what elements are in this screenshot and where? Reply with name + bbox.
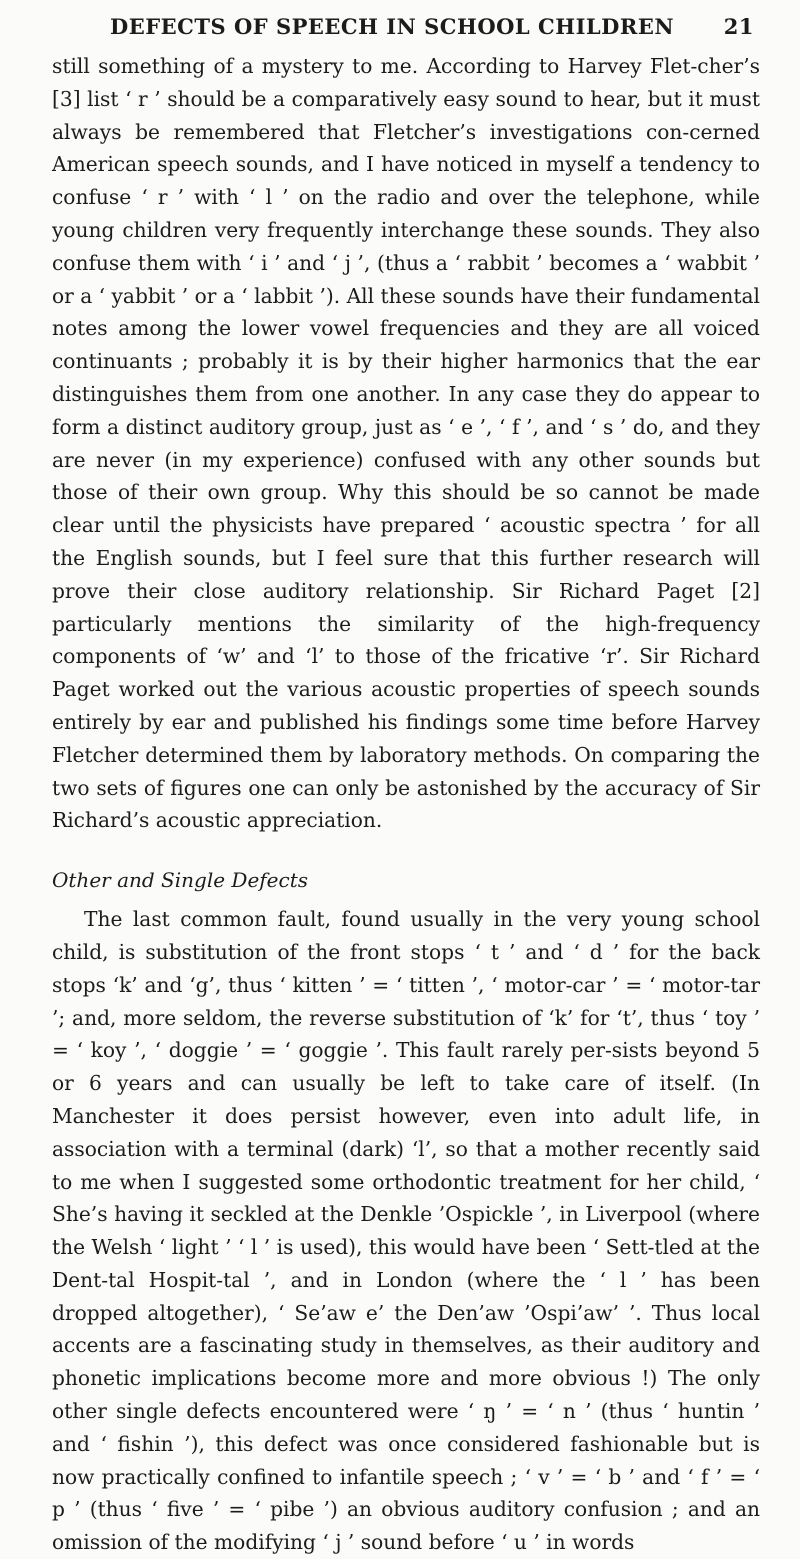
section-heading: Other and Single Defects — [52, 868, 309, 893]
body-paragraph-continued: still something of a mystery to me. According to Harvey Flet-cher’s [3] list ‘ r ’ should be a comparatively easy sound to hear, but it must always be remembered that Fletcher’s investigations con-cerned American speech sounds, and I have noticed in myself a tendency to confuse ‘ r ’ with ‘ l ’ on the radio and over the telephone, while young children very frequently interchange these sounds. They also confuse them with ‘ i ’ and ‘ j ’, (thus a ‘ rabbit ’ becomes a ‘ wabbit ’ or a ‘ yabbit ’ or a ‘ labbit ’). All these sounds have their fundamental notes among the lower vowel frequencies and they are all voiced continuants ; probably it is by their higher harmonics that the ear distinguishes them from one another. In any case they do appear to form a distinct auditory group, just as ‘ e ’, ‘ f ’, and ‘ s ’ do, and they are never (in my experience) confused with any other sounds but those of their own group. Why this should be so cannot be made clear until the physicists have prepared ‘ acoustic spectra ’ for all the English sounds, but I feel sure that this further research will prove their close auditory relationship. Sir Richard Paget [2] particularly mentions the similarity of the high-frequency components of ‘w’ and ‘l’ to those of the fricative ‘r’. Sir Richard Paget worked out the various acoustic properties of speech sounds entirely by ear and published his findings some time before Harvey Fletcher determined them by laboratory methods. On comparing the two sets of figures one can only be astonished by the accuracy of Sir Richard’s acoustic appreciation. — [52, 54, 761, 833]
page-number: 21 — [723, 14, 754, 39]
running-head-title: DEFECTS OF SPEECH IN SCHOOL CHILDREN — [110, 14, 675, 39]
running-head — [52, 14, 760, 50]
body-paragraph: The last common fault, found usually in the very young school child, is substitution of the front stops ‘ t ’ and ‘ d ’ for the back stops ‘k’ and ‘g’, thus ‘ kitten ’ = ‘ titten ’, ‘ motor-car ’ = ‘ motor-tar ’; and, more seldom, the reverse substitution of ‘k’ for ‘t’, thus ‘ toy ’ = ‘ koy ’, ‘ doggie ’ = ‘ goggie ’. This fault rarely per-sists beyond 5 or 6 years and can usually be left to take care of itself. (In Manchester it does persist however, even into adult life, in association with a terminal (dark) ‘l’, so that a mother recently said to me when I suggested some orthodontic treatment for her child, ‘ She’s having it seckled at the Denkle ’Ospickle ’, in Liverpool (where the Welsh ‘ light ’ ‘ l ’ is used), this would have been ‘ Sett-tled at the Dent-tal Hospit-tal ’, and in London (where the ‘ l ’ has been dropped altogether), ‘ Se’aw e’ the Den’aw ’Ospi’aw’ ’. Thus local accents are a fascinating study in themselves, as their auditory and phonetic implications become more and more obvious !) The only other single defects encountered were ‘ ŋ ’ = ‘ n ’ (thus ‘ huntin ’ and ‘ fishin ’), this defect was once considered fashionable but is now practically confined to infantile speech ; ‘ v ’ = ‘ b ’ and ‘ f ’ = ‘ p ’ (thus ‘ five ’ = ‘ pibe ’) an obvious auditory confusion ; and an omission of the modifying ‘ j ’ sound before ‘ u ’ in words — [52, 907, 760, 1555]
